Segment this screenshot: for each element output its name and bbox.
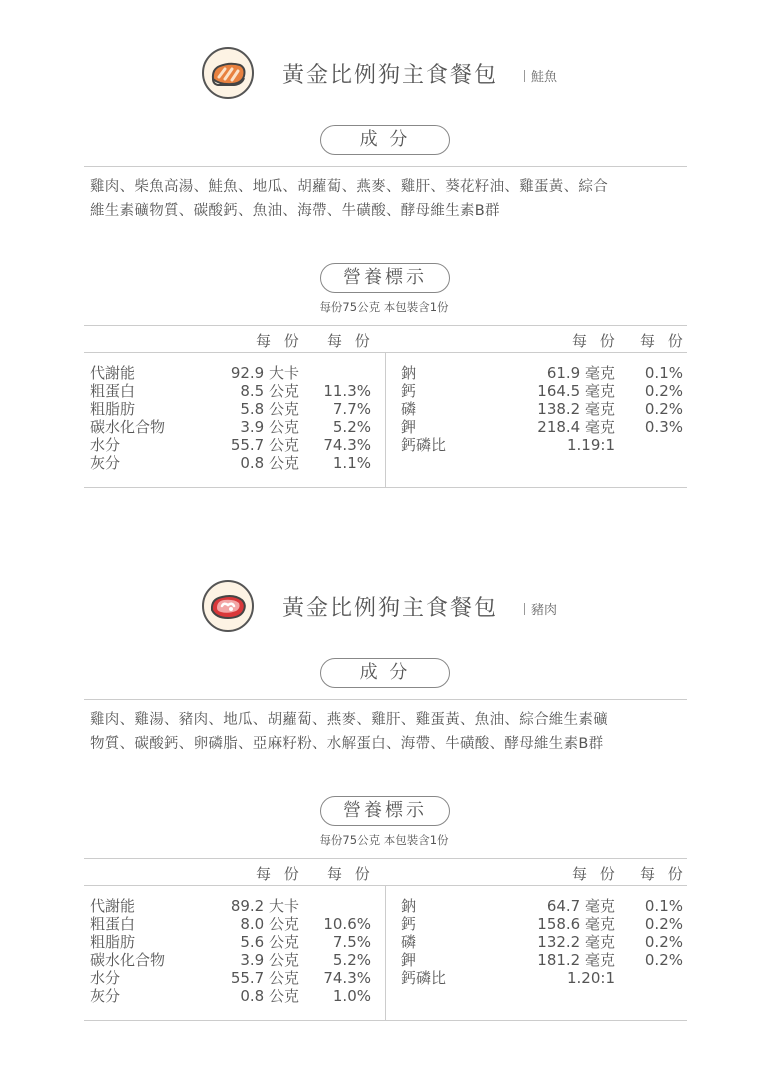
mineral-percent: 0.3% — [644, 418, 683, 436]
nutrient-value: 5.8 公克 — [240, 400, 299, 418]
column-header: 每 份 — [640, 865, 687, 883]
mineral-value: 1.19:1 — [567, 436, 615, 454]
mineral-label: 鈉 — [401, 364, 417, 382]
nutrient-value: 5.6 公克 — [240, 933, 299, 951]
nutrient-value: 8.5 公克 — [240, 382, 299, 400]
nutrient-value: 0.8 公克 — [240, 987, 299, 1005]
pork-steak-icon — [202, 580, 254, 632]
mineral-value: 158.6 毫克 — [537, 915, 615, 933]
nutrient-label: 灰分 — [90, 454, 121, 472]
ingredients-line: 雞肉、柴魚高湯、鮭魚、地瓜、胡蘿蔔、燕麥、雞肝、葵花籽油、雞蛋黃、綜合 — [90, 179, 608, 195]
nutrient-value: 55.7 公克 — [230, 436, 299, 454]
nutrient-percent: 7.5% — [332, 933, 371, 951]
nutrient-label: 灰分 — [90, 987, 121, 1005]
mineral-label: 鉀 — [401, 951, 417, 969]
ingredients-text — [90, 175, 690, 223]
nutrient-label: 粗蛋白 — [90, 915, 136, 933]
nutrient-label: 粗脂肪 — [90, 933, 136, 951]
mineral-percent: 0.1% — [644, 364, 683, 382]
divider — [84, 699, 687, 700]
ingredients-line: 雞肉、雞湯、豬肉、地瓜、胡蘿蔔、燕麥、雞肝、雞蛋黃、魚油、綜合維生素礦 — [90, 712, 608, 728]
nutrient-value: 3.9 公克 — [240, 418, 299, 436]
column-header: 每 份 — [640, 332, 687, 350]
ingredients-line: 維生素礦物質、碳酸鈣、魚油、海帶、牛磺酸、酵母維生素B群 — [90, 203, 500, 219]
nutrient-percent: 5.2% — [332, 951, 371, 969]
mineral-percent: 0.1% — [644, 897, 683, 915]
mineral-percent: 0.2% — [644, 933, 683, 951]
product-section-salmon — [0, 0, 768, 500]
column-header: 每 份 — [256, 332, 303, 350]
nutrient-value: 3.9 公克 — [240, 951, 299, 969]
column-header: 每 份 — [256, 865, 303, 883]
nutrient-label: 代謝能 — [90, 364, 136, 382]
ingredients-heading: 成 分 — [320, 658, 450, 688]
nutrient-percent: 1.0% — [332, 987, 371, 1005]
nutrient-label: 水分 — [90, 969, 121, 987]
nutrient-percent: 11.3% — [323, 382, 371, 400]
nutrient-label: 碳水化合物 — [90, 951, 166, 969]
mineral-value: 64.7 毫克 — [546, 897, 615, 915]
column-divider — [385, 352, 386, 487]
nutrient-label: 水分 — [90, 436, 121, 454]
nutrient-value: 55.7 公克 — [230, 969, 299, 987]
nutrient-percent: 74.3% — [323, 436, 371, 454]
mineral-label: 磷 — [401, 400, 417, 418]
product-variant — [524, 66, 557, 85]
salmon-steak-icon — [202, 47, 254, 99]
mineral-label: 鈣磷比 — [401, 969, 447, 987]
nutrient-label: 碳水化合物 — [90, 418, 166, 436]
divider — [524, 603, 525, 615]
product-title: 黃金比例狗主食餐包 — [282, 596, 499, 621]
mineral-value: 218.4 毫克 — [537, 418, 615, 436]
nutrition-heading: 營養標示 — [320, 263, 450, 293]
nutrient-percent: 10.6% — [323, 915, 371, 933]
divider — [524, 70, 525, 82]
divider — [84, 487, 687, 488]
column-header: 每 份 — [327, 865, 374, 883]
variant-label: 豬肉 — [531, 603, 558, 618]
nutrient-label: 粗脂肪 — [90, 400, 136, 418]
product-section-pork — [0, 533, 768, 1033]
ingredients-heading: 成 分 — [320, 125, 450, 155]
mineral-label: 鉀 — [401, 418, 417, 436]
nutrient-label: 代謝能 — [90, 897, 136, 915]
nutrient-label: 粗蛋白 — [90, 382, 136, 400]
mineral-value: 132.2 毫克 — [537, 933, 615, 951]
mineral-label: 鈣 — [401, 382, 417, 400]
mineral-value: 1.20:1 — [567, 969, 615, 987]
mineral-value: 61.9 毫克 — [546, 364, 615, 382]
nutrient-percent: 7.7% — [332, 400, 371, 418]
variant-label: 鮭魚 — [531, 70, 558, 85]
product-title: 黃金比例狗主食餐包 — [282, 63, 499, 88]
divider — [84, 1020, 687, 1021]
product-variant — [524, 599, 557, 618]
nutrient-value: 8.0 公克 — [240, 915, 299, 933]
divider — [84, 325, 687, 326]
mineral-percent: 0.2% — [644, 400, 683, 418]
mineral-value: 138.2 毫克 — [537, 400, 615, 418]
mineral-value: 164.5 毫克 — [537, 382, 615, 400]
ingredients-line: 物質、碳酸鈣、卵磷脂、亞麻籽粉、水解蛋白、海帶、牛磺酸、酵母維生素B群 — [90, 736, 604, 752]
column-header: 每 份 — [327, 332, 374, 350]
mineral-label: 鈉 — [401, 897, 417, 915]
nutrient-percent: 1.1% — [332, 454, 371, 472]
mineral-percent: 0.2% — [644, 382, 683, 400]
mineral-label: 鈣 — [401, 915, 417, 933]
ingredients-text — [90, 708, 690, 756]
nutrient-value: 0.8 公克 — [240, 454, 299, 472]
nutrient-value: 92.9 大卡 — [230, 364, 299, 382]
nutrition-heading: 營養標示 — [320, 796, 450, 826]
divider — [84, 858, 687, 859]
nutrient-value: 89.2 大卡 — [230, 897, 299, 915]
mineral-percent: 0.2% — [644, 951, 683, 969]
mineral-value: 181.2 毫克 — [537, 951, 615, 969]
mineral-label: 鈣磷比 — [401, 436, 447, 454]
nutrient-percent: 74.3% — [323, 969, 371, 987]
mineral-percent: 0.2% — [644, 915, 683, 933]
serving-info: 每份75公克 本包裝含1份 — [319, 300, 449, 314]
nutrient-percent: 5.2% — [332, 418, 371, 436]
mineral-label: 磷 — [401, 933, 417, 951]
column-header: 每 份 — [572, 332, 619, 350]
serving-info: 每份75公克 本包裝含1份 — [319, 833, 449, 847]
divider — [84, 166, 687, 167]
column-divider — [385, 885, 386, 1020]
column-header: 每 份 — [572, 865, 619, 883]
